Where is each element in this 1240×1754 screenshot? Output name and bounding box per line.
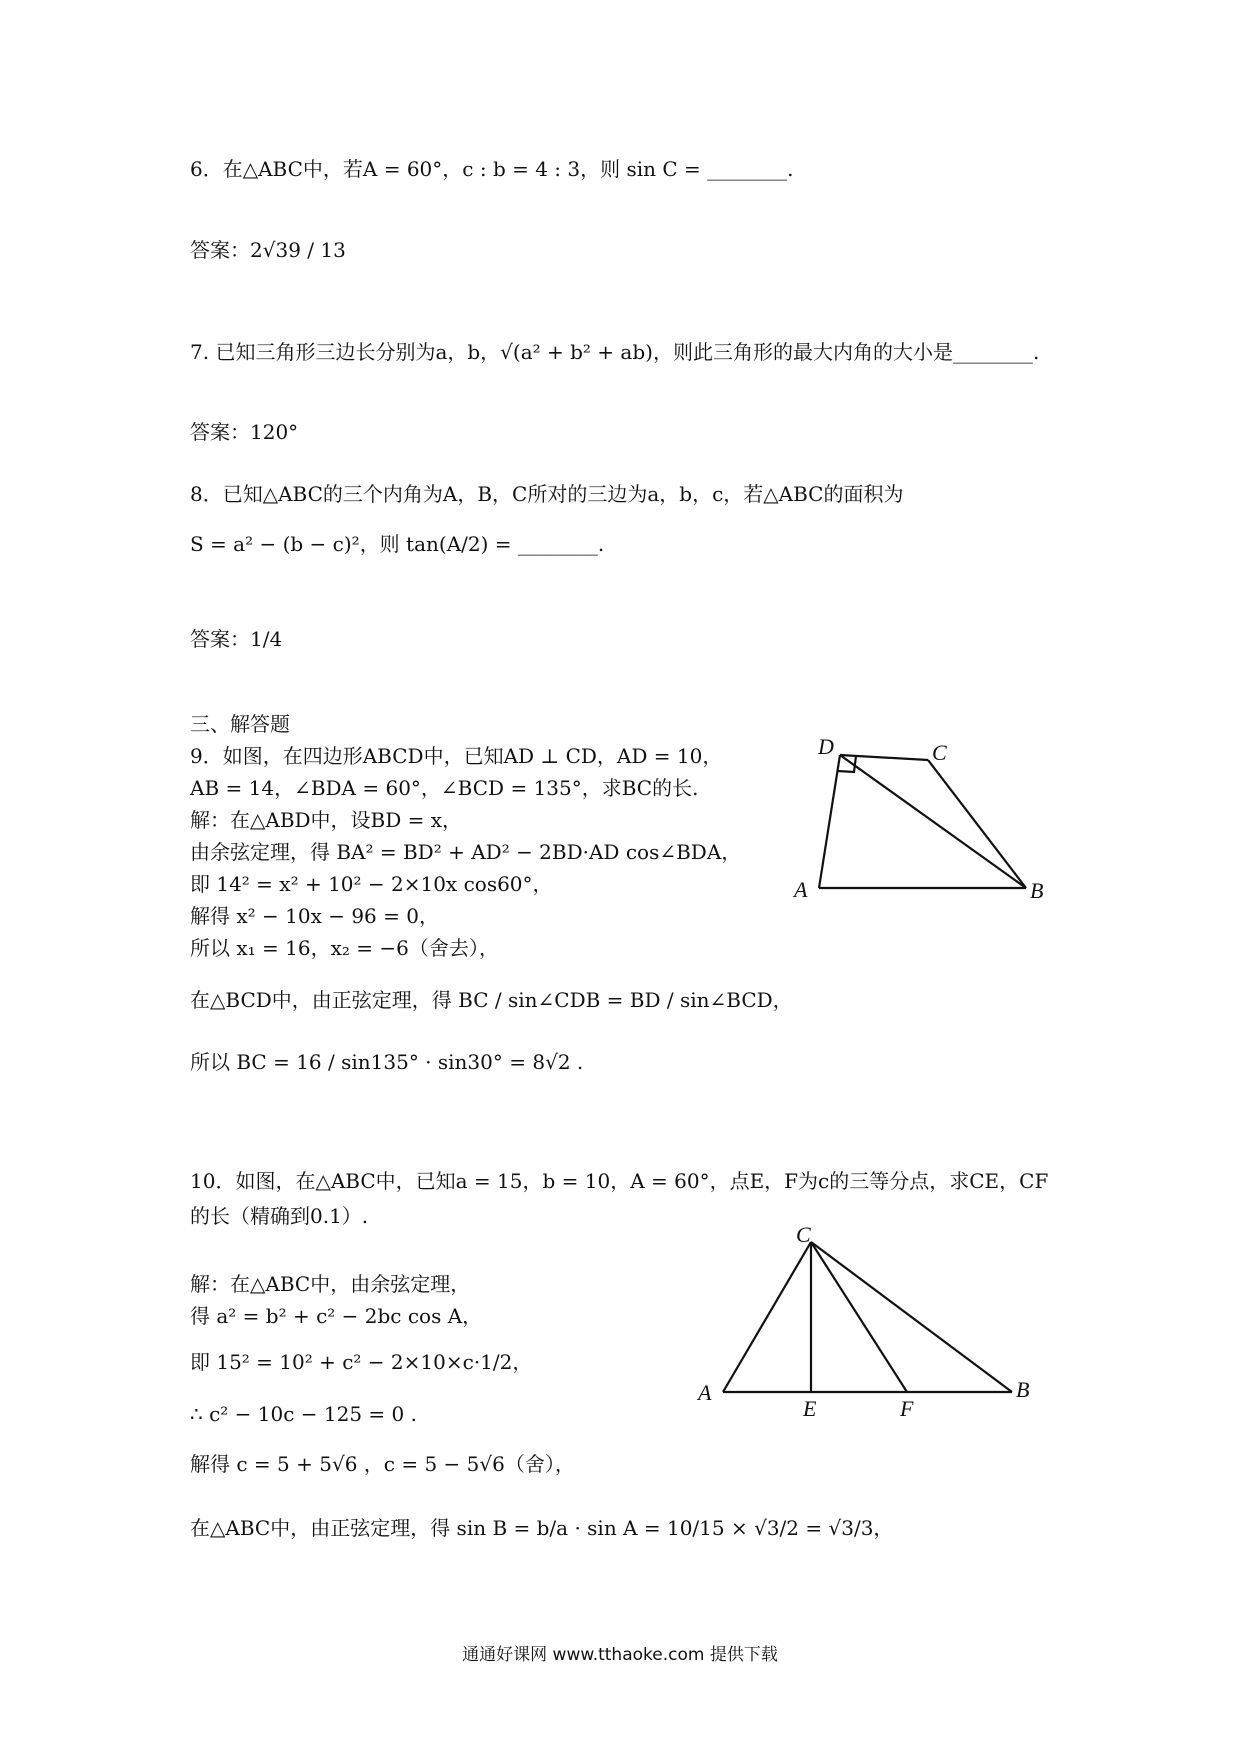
q9-line: 解得 x² − 10x − 96 = 0， xyxy=(190,904,439,928)
q10-line: 即 15² = 10² + c² − 2×10×c·1/2， xyxy=(190,1350,533,1374)
label-c: C xyxy=(932,740,947,765)
label-f: F xyxy=(900,1396,914,1420)
quadrilateral-figure xyxy=(780,725,1060,910)
q10-line: 解得 c = 5 + 5√6 ，c = 5 − 5√6（舍）， xyxy=(190,1452,575,1476)
q9-line: 9．如图，在四边形ABCD中，已知AD ⊥ CD，AD = 10， xyxy=(190,744,723,768)
q6-answer: 答案：2√39 / 13 xyxy=(190,238,346,262)
q9-line: 由余弦定理，得 BA² = BD² + AD² − 2BD·AD cos∠BDA， xyxy=(190,840,742,864)
q8-line1: 8．已知△ABC的三个内角为A，B，C所对的三边为a，b，c，若△ABC的面积为 xyxy=(190,482,904,506)
triangle-figure xyxy=(690,1225,1050,1420)
label-a: A xyxy=(698,1380,712,1405)
q9-line: 即 14² = x² + 10² − 2×10x cos60°， xyxy=(190,872,553,896)
q10-line: 10．如图，在△ABC中，已知a = 15，b = 10，A = 60°，点E，F为c的三等分点，求CE，CF xyxy=(190,1169,1049,1193)
q10-line: ∴ c² − 10c − 125 = 0 . xyxy=(190,1402,417,1426)
q6-text: 6．在△ABC中，若A = 60°，c : b = 4 : 3，则 sin C = ________. xyxy=(190,157,794,181)
q9-line: 在△BCD中，由正弦定理，得 BC / sin∠CDB = BD / sin∠BCD， xyxy=(190,988,793,1012)
label-e: E xyxy=(803,1396,817,1420)
label-c: C xyxy=(796,1225,811,1247)
q10-line: 在△ABC中，由正弦定理，得 sin B = b/a · sin A = 10/15 × √3/2 = √3/3， xyxy=(190,1516,894,1540)
q8-line2: S = a² − (b − c)²，则 tan(A/2) = ________. xyxy=(190,532,605,556)
footer-credit: 通通好课网 www.tthaoke.com 提供下载 xyxy=(462,1645,778,1665)
q10-line: 解：在△ABC中，由余弦定理， xyxy=(190,1272,471,1296)
q9-line: 解：在△ABD中，设BD = x， xyxy=(190,808,463,832)
q7-answer: 答案：120° xyxy=(190,420,299,444)
q10-line: 的长（精确到0.1）. xyxy=(190,1204,369,1228)
q10-line: 得 a² = b² + c² − 2bc cos A， xyxy=(190,1304,483,1328)
label-b: B xyxy=(1016,1377,1030,1402)
section-heading: 三、解答题 xyxy=(190,712,290,736)
q7-text: 7. 已知三角形三边长分别为a，b，√(a² + b² + ab)，则此三角形的最大内角的大小是________. xyxy=(190,340,1040,364)
label-b: B xyxy=(1030,878,1044,903)
q8-answer: 答案：1/4 xyxy=(190,627,283,651)
label-a: A xyxy=(794,877,808,902)
q9-line: 所以 BC = 16 / sin135° · sin30° = 8√2 . xyxy=(190,1050,584,1074)
label-d: D xyxy=(818,734,834,759)
q9-line: 所以 x₁ = 16，x₂ = −6（舍去）， xyxy=(190,936,499,960)
q9-line: AB = 14，∠BDA = 60°，∠BCD = 135°，求BC的长. xyxy=(190,776,699,800)
